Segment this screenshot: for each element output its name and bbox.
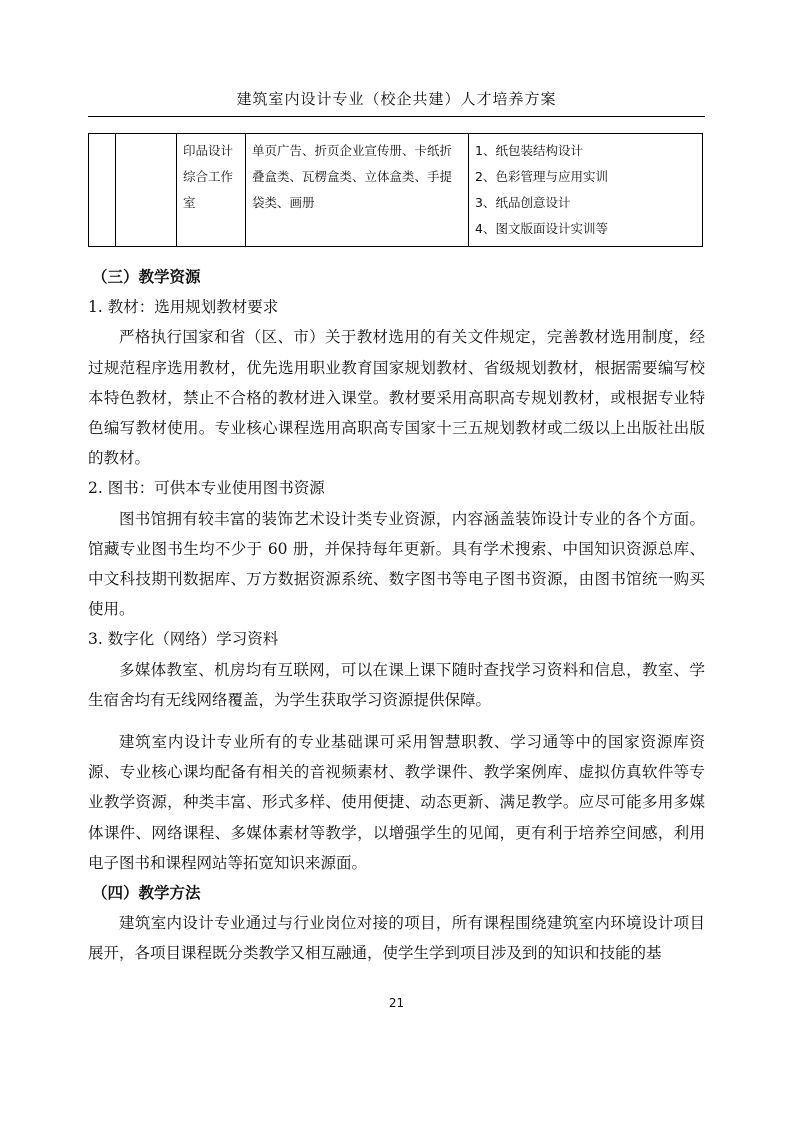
main-content (88, 262, 705, 969)
studio-name-cell: 印品设计综合工作室 (177, 134, 246, 247)
products-cell: 单页广告、折页企业宣传册、卡纸折叠盒类、瓦楞盒类、立体盒类、手提袋类、画册 (246, 134, 469, 247)
paragraph: 严格执行国家和省（区、市）关于教材选用的有关文件规定，完善教材选用制度，经过规范程序选用教材，优先选用职业教育国家规划教材、省级规划教材，根据需要编写校本特色教材，禁止不合格的教材进入课堂。教材要采用高职高专规划教材，或根据专业特色编写教材使用。专业核心课程选用高职高专国家十三五规划教材或二级以上出版社出版的教材。 (88, 328, 705, 468)
subsection-heading: 1. 教材：选用规划教材要求 (88, 298, 279, 317)
subsection-heading: 2. 图书：可供本专业使用图书资源 (88, 479, 325, 498)
table-cell-empty-1 (89, 134, 116, 247)
paragraph: 建筑室内设计专业所有的专业基础课可采用智慧职教、学习通等中的国家资源库资源、专业核心课均配备有相关的音视频素材、教学课件、教学案例库、虚拟仿真软件等专业教学资源，种类丰富、形式多样、使用便捷、动态更新、满足教学。应尽可能多用多媒体课件、网络课程、多媒体素材等教学，以增强学生的见闻，更有利于培养空间感，利用电子图书和课程网站等拓宽知识来源面。 (88, 733, 705, 872)
training-item: 3、纸品创意设计 (475, 195, 571, 210)
training-items-cell (469, 134, 703, 247)
page-header-title: 建筑室内设计专业（校企共建）人才培养方案 (236, 90, 557, 108)
paragraph: 建筑室内设计专业通过与行业岗位对接的项目，所有课程围绕建筑室内环境设计项目展开，各项目课程既分类教学又相互融通，使学生学到项目涉及到的知识和技能的基 (88, 914, 705, 963)
section-heading: （三）教学资源 (92, 268, 201, 286)
training-item: 1、纸包装结构设计 (475, 143, 583, 158)
training-item: 4、图文版面设计实训等 (475, 221, 608, 236)
training-item: 2、色彩管理与应用实训 (475, 169, 608, 184)
spacer (88, 715, 705, 727)
table-cell-empty-2 (116, 134, 177, 247)
table-row (89, 134, 703, 247)
page-number: 21 (388, 996, 405, 1010)
paragraph: 图书馆拥有较丰富的装饰艺术设计类专业资源，内容涵盖装饰设计专业的各个方面。馆藏专业图书生均不少于 60 册，并保持每年更新。具有学术搜索、中国知识资源总库、中文科技期刊数据库、万方数据资源系统、数字图书等电子图书资源，由图书馆统一购买使用。 (88, 509, 705, 619)
subsection-heading: 3. 数字化（网络）学习资料 (88, 630, 279, 649)
studio-table (88, 133, 703, 247)
paragraph: 多媒体教室、机房均有互联网，可以在课上课下随时查找学习资料和信息，教室、学生宿舍均有无线网络覆盖，为学生获取学习资源提供保障。 (88, 660, 705, 709)
header-divider (88, 116, 705, 117)
section-heading: （四）教学方法 (92, 884, 201, 903)
